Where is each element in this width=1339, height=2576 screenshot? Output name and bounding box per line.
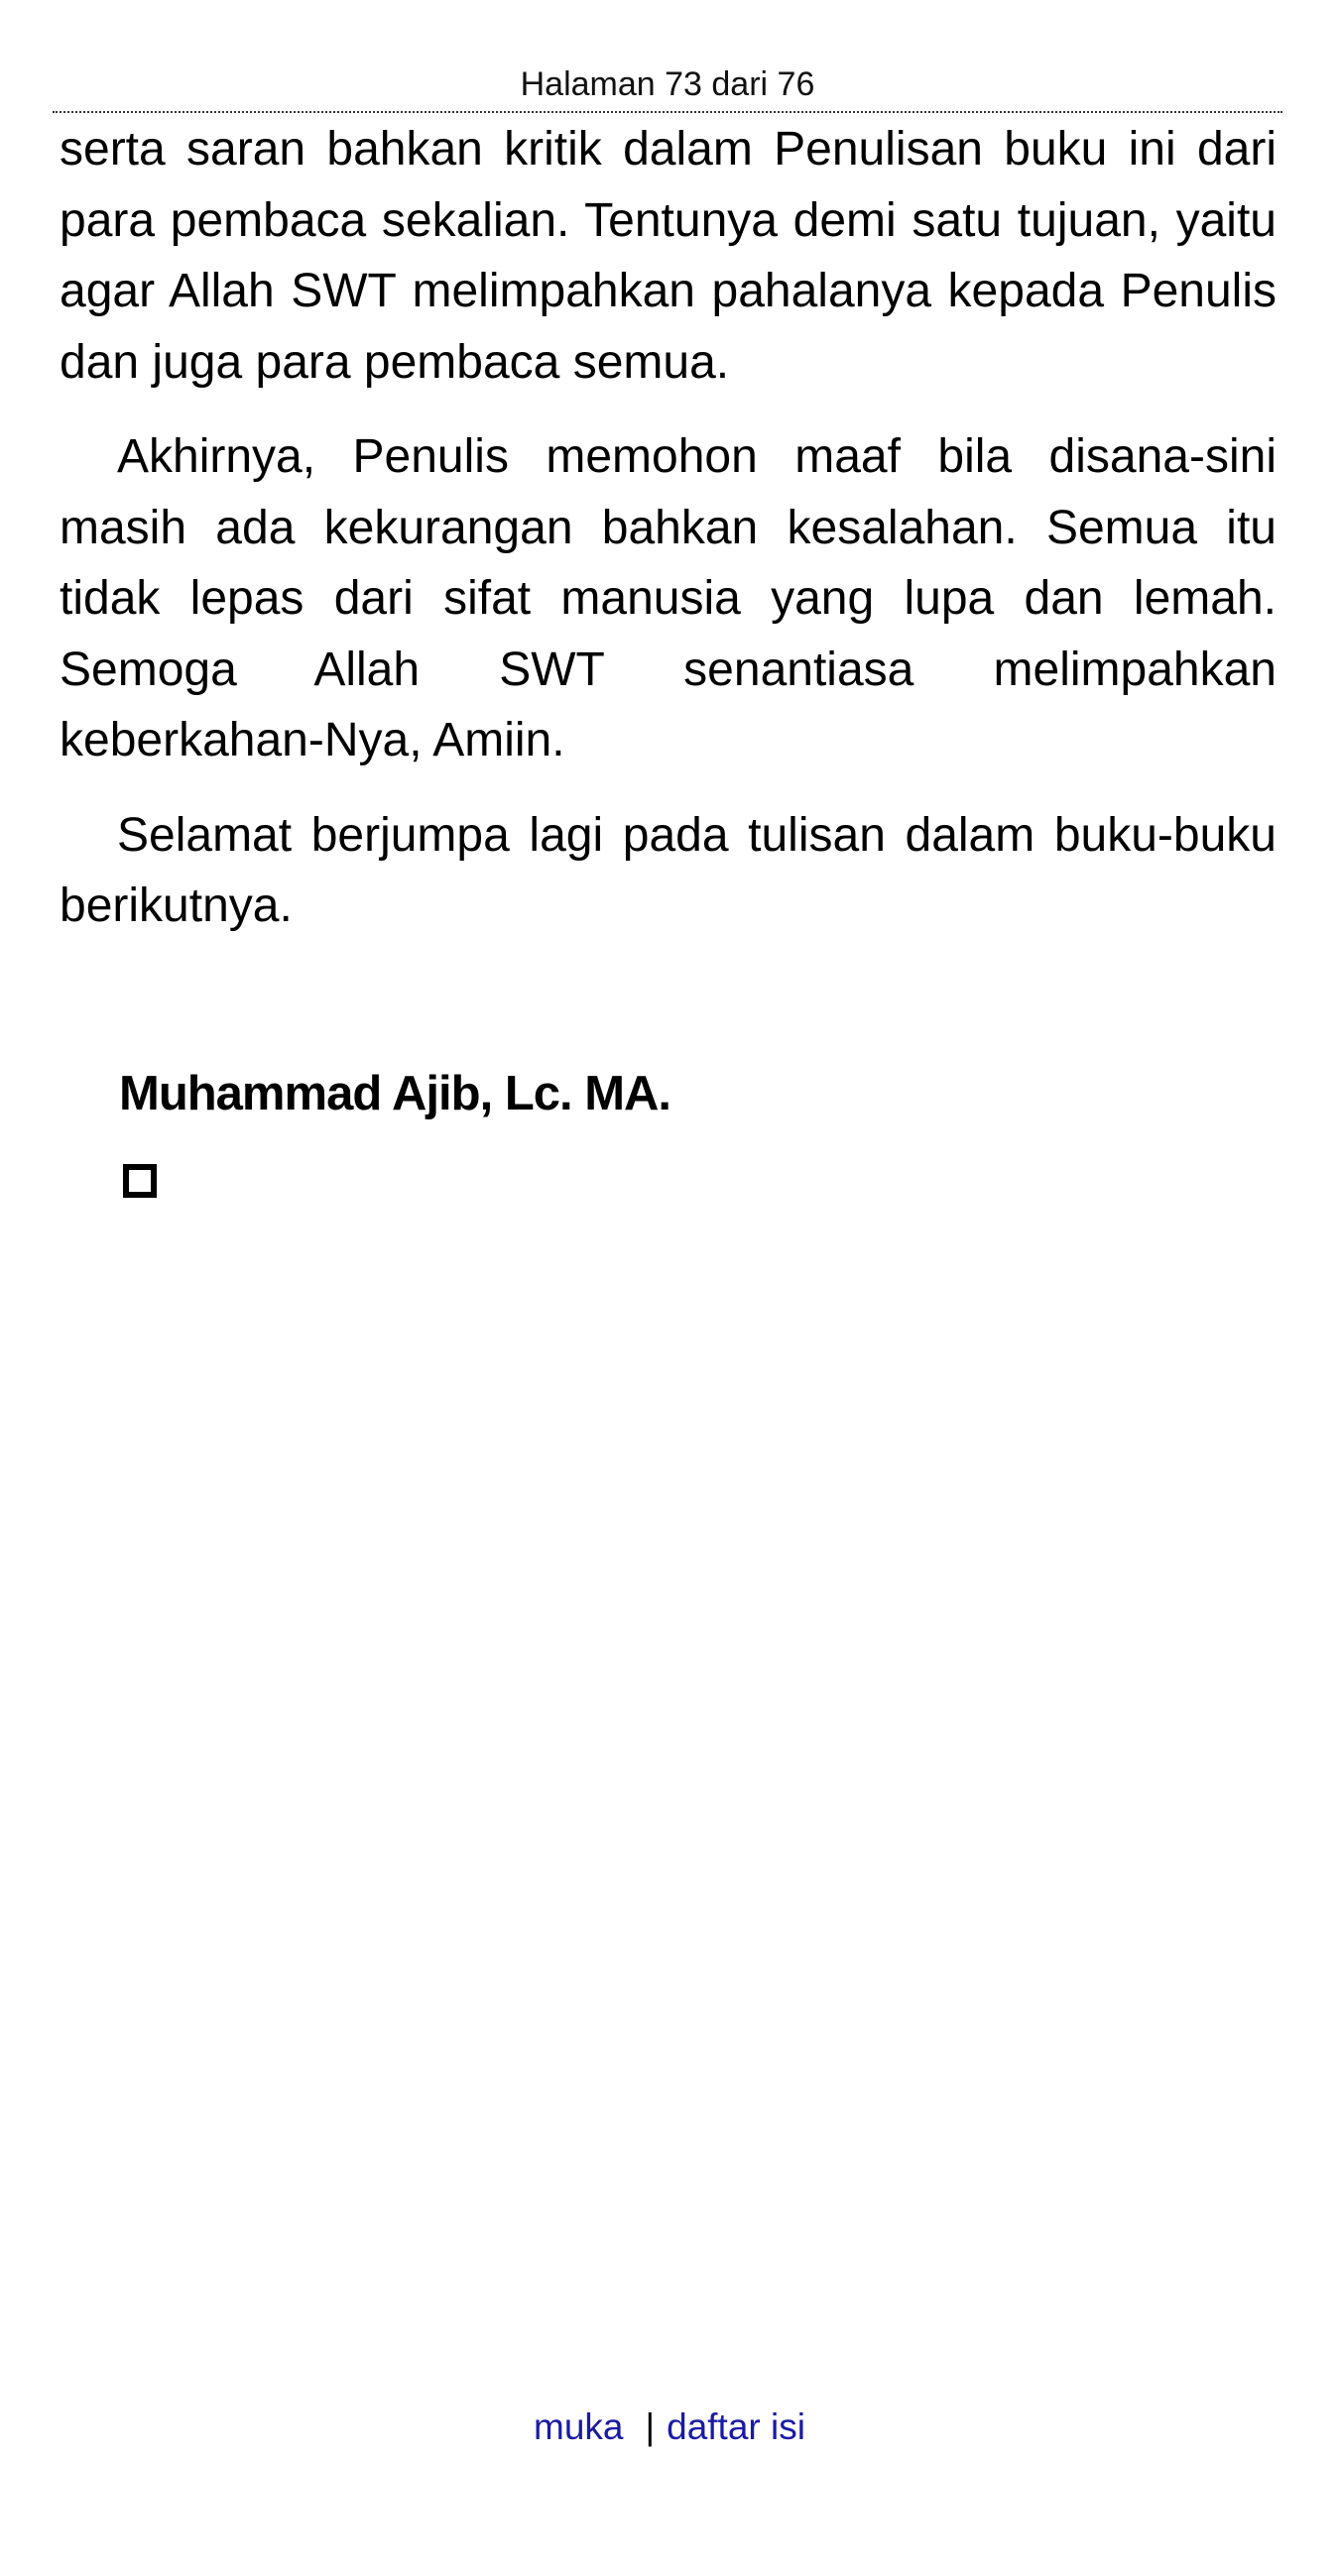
page-content bbox=[60, 114, 1277, 966]
footer-navigation bbox=[0, 2400, 1339, 2455]
author-name: Muhammad Ajib, Lc. MA. bbox=[119, 1067, 671, 1120]
page-header bbox=[53, 58, 1282, 113]
paragraph-continuation: serta saran bahkan kritik dalam Penulisan buku ini dari para pembaca sekalian. Tentunya demi satu tujuan, yaitu agar Allah SWT melimpahkan pahalanya kepada Penulis dan juga para pembaca semua. bbox=[60, 123, 1277, 389]
end-of-section-square-icon bbox=[123, 1164, 157, 1198]
paragraph-apology: Akhirnya, Penulis memohon maaf bila disana-sini masih ada kekurangan bahkan kesalahan. Semua itu tidak lepas dari sifat manusia yang lupa dan lemah. Semoga Allah SWT senantiasa melimpahkan keberkahan-Nya, Amiin. bbox=[60, 430, 1277, 766]
page-indicator: Halaman 73 dari 76 bbox=[520, 65, 815, 103]
nav-separator: | bbox=[645, 2406, 656, 2447]
home-link[interactable]: muka bbox=[534, 2406, 624, 2447]
table-of-contents-link[interactable]: daftar isi bbox=[667, 2406, 805, 2447]
paragraph-closing: Selamat berjumpa lagi pada tulisan dalam buku-buku berikutnya. bbox=[60, 808, 1277, 932]
